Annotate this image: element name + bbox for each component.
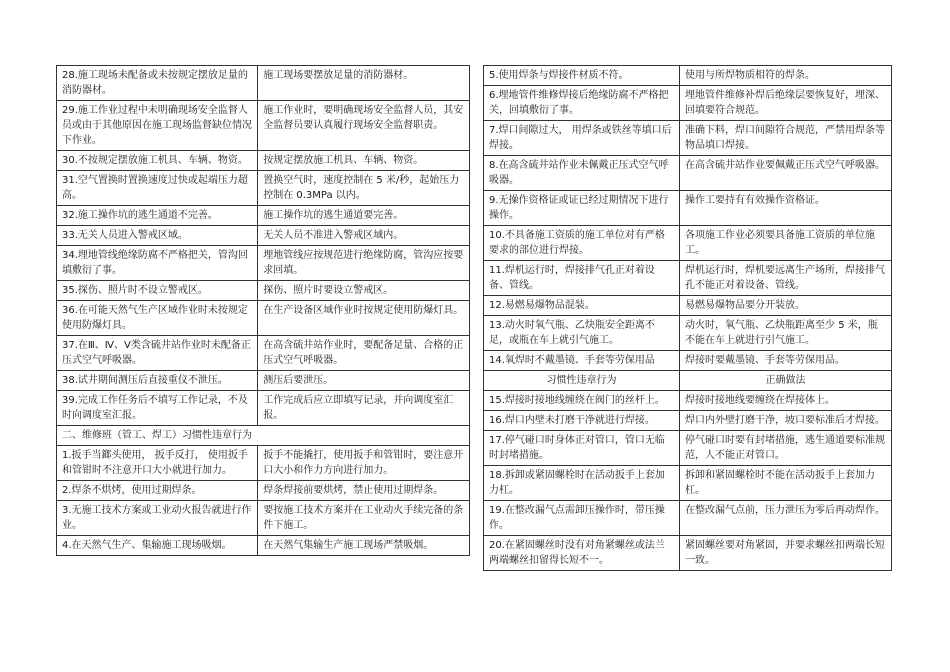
correct-practice-cell: 操作工要持有有效操作资格证。: [680, 191, 892, 226]
correct-practice-cell: 施工作业时，要明确现场安全监督人员，其安全监督员要认真履行现场安全监督职责。: [258, 101, 470, 151]
correct-practice-cell: 停气碰口时要有封堵措施，逃生通道要标准规范，人不能正对管口。: [680, 431, 892, 466]
table-row: [57, 151, 470, 171]
correct-practice-cell: 施工现场要摆放足量的消防器材。: [258, 66, 470, 101]
table-row: [484, 191, 892, 226]
table-row: [484, 351, 892, 371]
correct-practice-cell: 工作完成后应立即填写记录，并向调度室汇报。: [258, 391, 470, 426]
correct-practice-cell: 各项施工作业必须要具备施工资质的单位施工。: [680, 226, 892, 261]
correct-practice-cell: 施工操作坑的逃生通道要完善。: [258, 206, 470, 226]
violation-cell: 5.使用焊条与焊接件材质不符。: [484, 66, 680, 86]
violation-cell: 4.在天然气生产、集输施工现场吸烟。: [57, 536, 258, 556]
section-heading-row: [57, 426, 470, 446]
table-row: [57, 226, 470, 246]
table-row: [57, 281, 470, 301]
table-row: [57, 501, 470, 536]
correct-practice-cell: 焊口内外壁打磨干净，坡口要标准后才焊接。: [680, 411, 892, 431]
violation-cell: 39.完成工作任务后不填写工作记录，不及时向调度室汇报。: [57, 391, 258, 426]
table-row: [484, 156, 892, 191]
violation-cell: 6.埋地管件维修焊接后绝缘防腐不严格把关，回填敷衍了事。: [484, 86, 680, 121]
violation-cell: 16.焊口内壁未打磨干净就进行焊接。: [484, 411, 680, 431]
table-row: [57, 391, 470, 426]
violation-cell: 31.空气置换时置换速度过快或起端压力超高。: [57, 171, 258, 206]
correct-practice-cell: 拆卸和紧固螺栓时不能在活动扳手上套加力杠。: [680, 466, 892, 501]
correct-practice-cell: 紧固螺丝要对角紧固，并要求螺丝扣两端长短一致。: [680, 536, 892, 571]
table-row: [57, 371, 470, 391]
table-row: [484, 121, 892, 156]
correct-practice-cell: 易燃易爆物品要分开装放。: [680, 296, 892, 316]
violation-cell: 11.焊机运行时，焊接排气孔正对着设备、管线。: [484, 261, 680, 296]
correct-practice-cell: 准确下料，焊口间隙符合规范，严禁用焊条等物品填口焊接。: [680, 121, 892, 156]
violation-cell: 19.在整改漏气点需卸压操作时，带压操作。: [484, 501, 680, 536]
violation-cell: 13.动火时氧气瓶、乙炔瓶安全距离不足，或瓶在车上就引气施工。: [484, 316, 680, 351]
violation-cell: 33.无关人员进入警戒区域。: [57, 226, 258, 246]
section-heading: 二、维修班（管工、焊工）习惯性违章行为: [57, 426, 470, 446]
violation-cell: 18.拆卸或紧固螺栓时在活动扳手上套加力杠。: [484, 466, 680, 501]
table-row: [484, 536, 892, 571]
table-row: [57, 246, 470, 281]
violation-cell: 8.在高含硫井站作业未佩戴正压式空气呼吸器。: [484, 156, 680, 191]
violation-cell: 15.焊接时接地线缠绕在阀门的丝杆上。: [484, 391, 680, 411]
violation-cell: 17.停气碰口时身体正对管口，管口无临时封堵措施。: [484, 431, 680, 466]
table-row: [484, 261, 892, 296]
violation-cell: 3.无施工技术方案或工业动火报告就进行作业。: [57, 501, 258, 536]
violation-cell: 2.焊条不烘烤，使用过期焊条。: [57, 481, 258, 501]
left-regulation-table: [56, 65, 470, 556]
table-row: [57, 301, 470, 336]
table-row: [484, 391, 892, 411]
table-row: [484, 501, 892, 536]
correct-practice-cell: 焊条焊接前要烘烤，禁止使用过期焊条。: [258, 481, 470, 501]
correct-practice-cell: 按规定摆放施工机具、车辆、物资。: [258, 151, 470, 171]
violation-cell: 9.无操作资格证或证已经过期情况下进行操作。: [484, 191, 680, 226]
violation-cell: 12.易燃易爆物品混装。: [484, 296, 680, 316]
violation-cell: 30.不按规定摆放施工机具、车辆、物资。: [57, 151, 258, 171]
correct-practice-cell: 埋地管件维修补焊后绝缘层要恢复好，埋深、回填要符合规范。: [680, 86, 892, 121]
correct-practice-column-header: 正确做法: [680, 371, 892, 391]
table-row: [57, 481, 470, 501]
table-row: [484, 466, 892, 501]
column-header-row: [484, 371, 892, 391]
table-row: [484, 411, 892, 431]
correct-practice-cell: 在高含硫井站作业时，要配备足量、合格的正压式空气呼吸器。: [258, 336, 470, 371]
table-row: [484, 66, 892, 86]
violation-cell: 28.施工现场未配备或未按规定摆放足量的消防器材。: [57, 66, 258, 101]
violation-cell: 7.焊口间隙过大， 用焊条或铁丝等填口后焊接。: [484, 121, 680, 156]
correct-practice-cell: 焊机运行时，焊机要远离生产场所，焊接排气孔不能正对着设备、管线。: [680, 261, 892, 296]
correct-practice-cell: 无关人员不准进入警戒区域内。: [258, 226, 470, 246]
violation-column-header: 习惯性违章行为: [484, 371, 680, 391]
table-row: [57, 336, 470, 371]
violation-cell: 37.在Ⅲ、Ⅳ、Ⅴ类含硫井站作业时未配备正压式空气呼吸器。: [57, 336, 258, 371]
violation-cell: 20.在紧固螺丝时没有对角紧螺丝或法兰两端螺丝扣留得长短不一。: [484, 536, 680, 571]
correct-practice-cell: 测压后要泄压。: [258, 371, 470, 391]
correct-practice-cell: 在整改漏气点前，压力泄压为零后再动焊作。: [680, 501, 892, 536]
table-row: [484, 316, 892, 351]
correct-practice-cell: 探伤、照片时要设立警戒区。: [258, 281, 470, 301]
table-row: [57, 101, 470, 151]
correct-practice-cell: 焊接时要戴墨镜、手套等劳保用品。: [680, 351, 892, 371]
correct-practice-cell: 动火时，氧气瓶、乙炔瓶距离至少 5 米，瓶不能在车上就进行引气施工。: [680, 316, 892, 351]
correct-practice-cell: 在生产设备区域作业时按规定使用防爆灯具。: [258, 301, 470, 336]
violation-cell: 34.埋地管线绝缘防腐不严格把关，管沟回填敷衍了事。: [57, 246, 258, 281]
correct-practice-cell: 使用与所焊物质相符的焊条。: [680, 66, 892, 86]
violation-cell: 1.扳手当鎯头使用， 扳手反打， 使用扳手和管钳时不注意开口大小就进行加力。: [57, 446, 258, 481]
correct-practice-cell: 埋地管线应按规范进行绝缘防腐，管沟应按要求回填。: [258, 246, 470, 281]
table-row: [57, 446, 470, 481]
table-row: [57, 171, 470, 206]
correct-practice-cell: 在高含硫井站作业要佩戴正压式空气呼吸器。: [680, 156, 892, 191]
violation-cell: 35.探伤、照片时不设立警戒区。: [57, 281, 258, 301]
violation-cell: 36.在可能天然气生产区域作业时未按规定使用防爆灯具。: [57, 301, 258, 336]
table-row: [484, 431, 892, 466]
table-row: [57, 536, 470, 556]
correct-practice-cell: 要按施工技术方案并在工业动火手续完备的条件下施工。: [258, 501, 470, 536]
correct-practice-cell: 置换空气时，速度控制在 5 米/秒，起始压力控制在 0.3MPa 以内。: [258, 171, 470, 206]
right-regulation-table: [483, 65, 892, 571]
violation-cell: 32.施工操作坑的逃生通道不完善。: [57, 206, 258, 226]
correct-practice-cell: 在天然气集输生产施工现场严禁吸烟。: [258, 536, 470, 556]
correct-practice-cell: 焊接时接地线要缠绕在焊接体上。: [680, 391, 892, 411]
table-row: [484, 226, 892, 261]
table-row: [57, 206, 470, 226]
violation-cell: 38.试井期间测压后直接重仪不泄压。: [57, 371, 258, 391]
table-row: [484, 86, 892, 121]
correct-practice-cell: 扳手不能撬打，使用扳手和管钳时，要注意开口大小和作力方向进行加力。: [258, 446, 470, 481]
violation-cell: 14.氧焊时不戴墨镜、手套等劳保用品: [484, 351, 680, 371]
table-row: [57, 66, 470, 101]
table-row: [484, 296, 892, 316]
violation-cell: 29.施工作业过程中未明确现场安全监督人员或由于其他原因在施工现场监督缺位情况下作业。: [57, 101, 258, 151]
violation-cell: 10.不具备施工资质的施工单位对有严格要求的部位进行焊接。: [484, 226, 680, 261]
